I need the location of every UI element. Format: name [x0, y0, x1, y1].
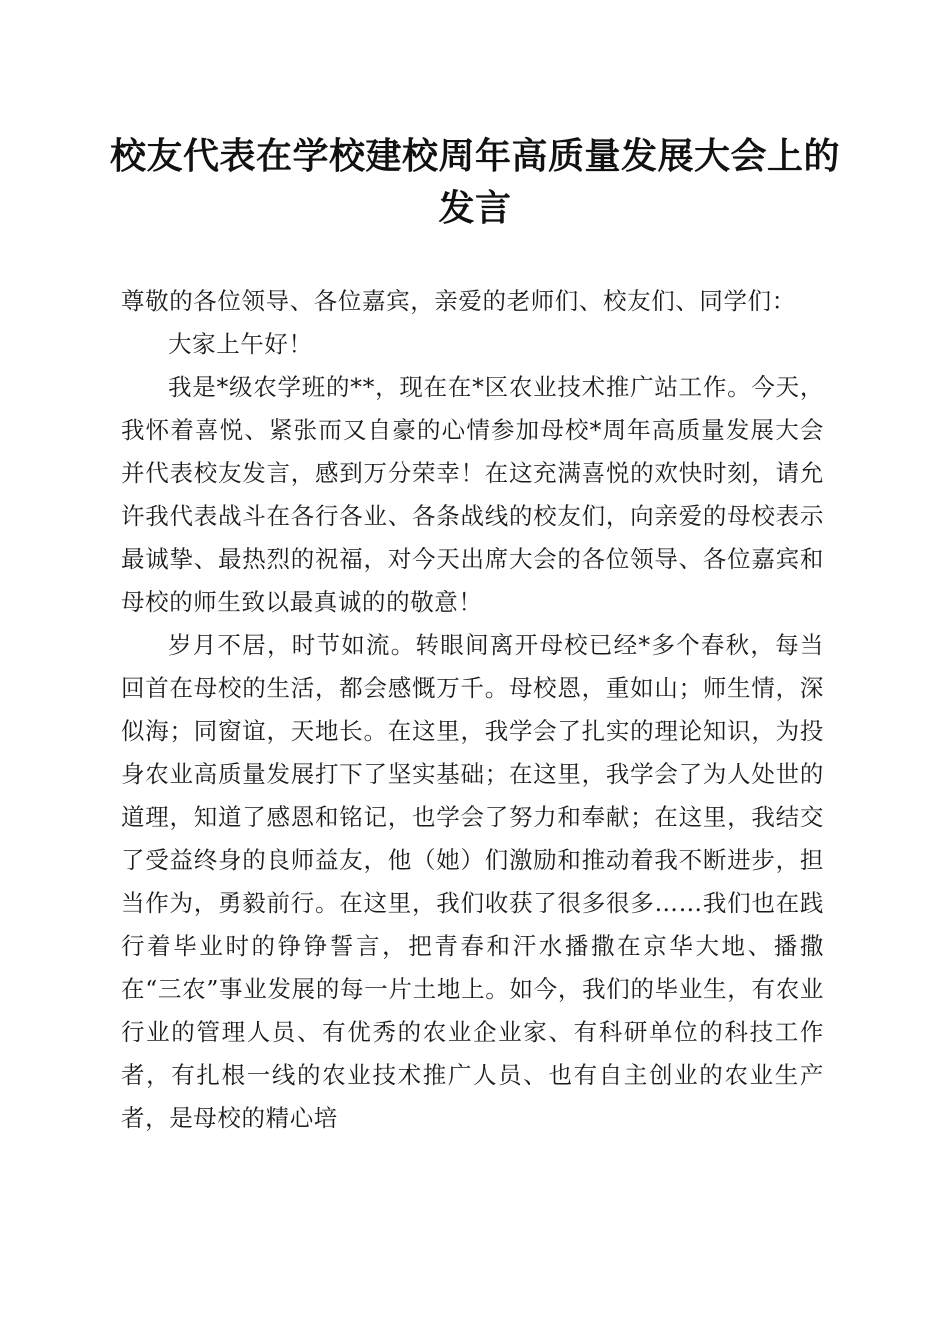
salutation: 尊敬的各位领导、各位嘉宾，亲爱的老师们、校友们、同学们：	[121, 287, 796, 315]
paragraph-introduction: 我是*级农学班的**，现在在*区农业技术推广站工作。今天，我怀着喜悦、紧张而又自豪的心情参加母校*周年高质量发展大会并代表校友发言，感到万分荣幸！在这充满喜悦的欢快时刻，请允许我代表战斗在各行各业、各条战线的校友们，向亲爱的母校表示最诚挚、最热烈的祝福，对今天出席大会的各位领导、各位嘉宾和母校的师生致以最真诚的的敬意！	[121, 373, 824, 616]
paragraph-greeting: 大家上午好！	[168, 330, 313, 358]
paragraph-memories: 岁月不居，时节如流。转眼间离开母校已经*多个春秋，每当回首在母校的生活，都会感慨万千。母校恩，重如山；师生情，深似海；同窗谊，天地长。在这里，我学会了扎实的理论知识，为投身农业高质量发展打下了坚实基础；在这里，我学会了为人处世的道理，知道了感恩和铭记，也学会了努力和奉献；在这里，我结交了受益终身的良师益友，他（她）们激励和推动着我不断进步，担当作为，勇毅前行。在这里，我们收获了很多很多……我们也在践行着毕业时的铮铮誓言，把青春和汗水播撒在京华大地、播撒在“三农”事业发展的每一片土地上。如今，我们的毕业生，有农业行业的管理人员、有优秀的农业企业家、有科研单位的科技工作者，有扎根一线的农业技术推广人员、也有自主创业的农业生产者，是母校的精心培	[121, 631, 824, 1132]
document-body	[121, 280, 824, 1140]
document-title: 校友代表在学校建校周年高质量发展大会上的发言	[109, 135, 840, 229]
